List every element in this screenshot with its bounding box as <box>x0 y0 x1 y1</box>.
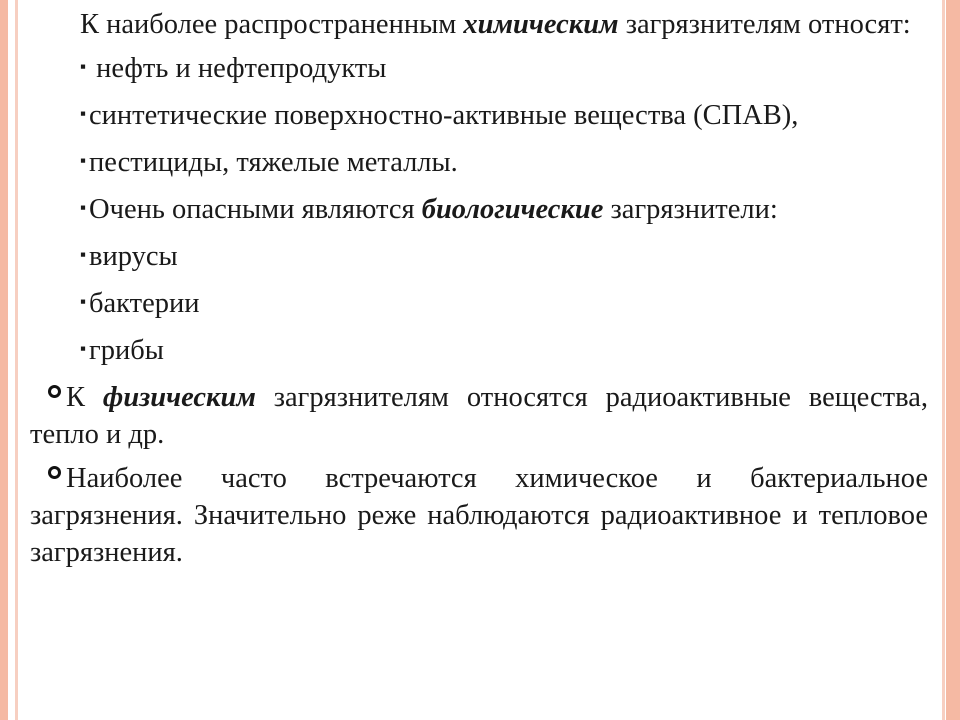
emphasis-biological: биологические <box>421 194 604 225</box>
bullet-text: вирусы <box>89 241 178 272</box>
square-bullet-icon: ▪ <box>80 198 87 217</box>
square-bullet-icon: ▪ <box>80 151 87 170</box>
square-bullet-icon: ▪ <box>80 245 87 264</box>
bullet-text: пестициды, тяжелые металлы. <box>89 147 458 178</box>
bullet-item <box>30 285 928 325</box>
paragraph-biological <box>30 191 928 231</box>
paragraph-chemical <box>30 6 928 43</box>
bullet-item <box>30 144 928 184</box>
paragraph-text: К наиболее распространенным <box>80 9 464 40</box>
left-border-stripe <box>0 0 8 720</box>
square-bullet-icon: ▪ <box>80 339 87 358</box>
bullet-text: нефть и нефтепродукты <box>89 53 387 84</box>
paragraph-text: загрязнители: <box>603 194 778 225</box>
bullet-text: бактерии <box>89 288 200 319</box>
left-border-thin-stripe <box>15 0 18 720</box>
paragraph-text: загрязнителям относят: <box>618 9 911 40</box>
slide-content <box>30 6 928 578</box>
bullet-text: грибы <box>89 335 164 366</box>
paragraph-frequency <box>30 460 928 571</box>
emphasis-chemical: химическим <box>463 9 619 40</box>
ring-bullet-icon <box>48 385 61 398</box>
bullet-item <box>30 97 928 137</box>
right-border-stripe <box>946 0 960 720</box>
paragraph-text: Очень опасными являются <box>89 194 422 225</box>
paragraph-text: Наиболее часто встречаются химическое и бактериальное загрязнения. Значительно реже наблюдаются радиоактивное и тепловое загрязнения. <box>30 463 928 568</box>
bullet-item <box>30 332 928 372</box>
bullet-text: синтетические поверхностно-активные вещества (СПАВ), <box>89 100 799 131</box>
paragraph-text: К <box>66 382 103 413</box>
square-bullet-icon: ▪ <box>80 292 87 311</box>
emphasis-physical: физическим <box>102 382 256 413</box>
paragraph-text: загрязнителям относятся радиоактивные вещества, тепло и др. <box>30 382 928 450</box>
square-bullet-icon: ▪ <box>80 57 87 76</box>
right-border-thin-stripe <box>942 0 945 720</box>
bullet-item <box>30 238 928 278</box>
square-bullet-icon: ▪ <box>80 104 87 123</box>
bullet-item <box>30 50 928 90</box>
ring-bullet-icon <box>48 466 61 479</box>
paragraph-physical <box>30 379 928 453</box>
